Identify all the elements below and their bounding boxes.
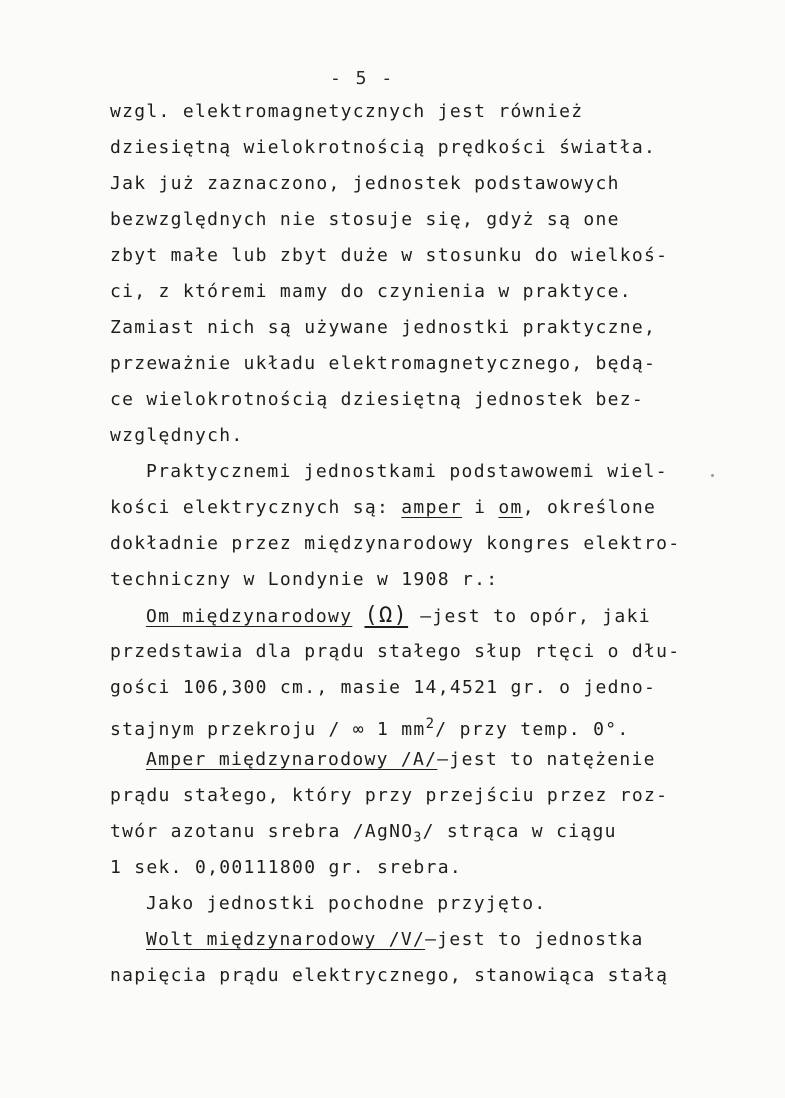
- text-line: Jako jednostki pochodne przyjęto.: [146, 893, 547, 914]
- text-line: przedstawia dla prądu stałego słup rtęci o dłu-: [110, 641, 681, 662]
- text-line: Praktycznemi jednostkami podstawowemi wiel-: [146, 461, 668, 482]
- text-line: Zamiast nich są używane jednostki praktyczne,: [110, 317, 657, 338]
- text-line: kości elektrycznych są: amper i om, określone: [110, 497, 657, 518]
- om-term: om: [498, 497, 523, 518]
- text-line: ci, z któremi mamy do czynienia w praktyce.: [110, 281, 632, 302]
- om-definition-term: Om międzynarodowy: [146, 606, 353, 627]
- text-line: Om międzynarodowy (Ω) —jest to opór, jaki: [146, 603, 651, 628]
- margin-mark: [711, 474, 714, 477]
- text-line: napięcia prądu elektrycznego, stanowiąca stałą: [110, 965, 669, 986]
- wolt-definition-term: Wolt międzynarodowy /V/: [146, 929, 426, 950]
- text-line: wzgl. elektromagnetycznych jest również: [110, 101, 584, 122]
- text-line: Jak już zaznaczono, jednostek podstawowych: [110, 173, 620, 194]
- text-line: techniczny w Londynie w 1908 r.:: [110, 569, 499, 590]
- text-line: bezwzględnych nie stosuje się, gdyż są one: [110, 209, 620, 230]
- text-line: stajnym przekroju / ∞ 1 $mm^2/$ przy temp. 0°.: [110, 716, 630, 740]
- text-line: dokładnie przez międzynarodowy kongres elektro-: [110, 533, 681, 554]
- text-line: dziesiętną wielokrotnością prędkości światła.: [110, 137, 657, 158]
- text-line: twór azotanu srebra /AgNO$_3$/ strąca w ciągu: [110, 821, 617, 846]
- text-line: przeważnie układu elektromagnetycznego, będą-: [110, 353, 657, 374]
- text-line: 1 sek. 0,00111800 gr. srebra.: [110, 857, 462, 878]
- text-line: Wolt międzynarodowy /V/—jest to jednostka: [146, 929, 644, 950]
- text-line: gości 106,300 cm., masie 14,4521 gr. o jedno-: [110, 677, 657, 698]
- text-line: ce wielokrotnością dziesiętną jednostek bez-: [110, 389, 645, 410]
- text-line: Amper międzynarodowy /A/—jest to natężenie: [146, 749, 656, 770]
- page-number: - 5 -: [330, 68, 395, 89]
- amper-term: amper: [401, 497, 462, 518]
- text-line: prądu stałego, który przy przejściu przez roz-: [110, 785, 669, 806]
- amper-definition-term: Amper międzynarodowy /A/: [146, 749, 438, 770]
- text-line: zbyt małe lub zbyt duże w stosunku do wielkoś-: [110, 245, 669, 266]
- ohm-symbol: (Ω): [364, 603, 409, 628]
- text-line: względnych.: [110, 425, 244, 446]
